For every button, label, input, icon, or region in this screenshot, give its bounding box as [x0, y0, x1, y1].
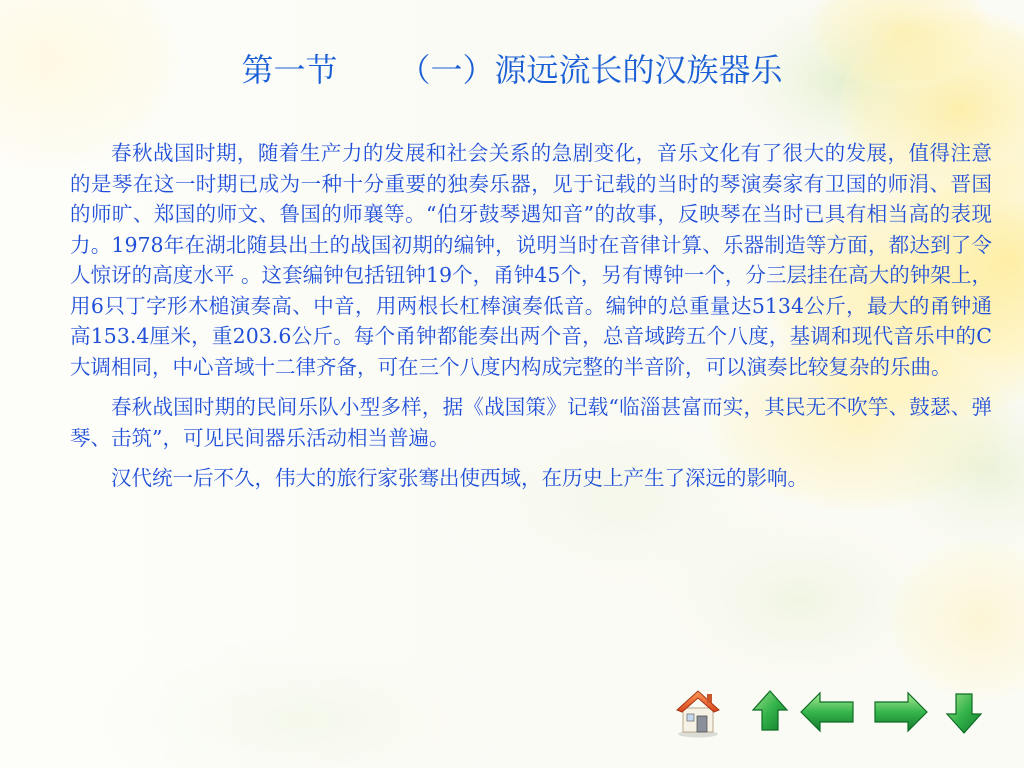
home-button[interactable] — [674, 686, 722, 742]
next-slide-button[interactable] — [872, 690, 930, 738]
slide-body — [70, 138, 992, 504]
previous-slide-button[interactable] — [798, 690, 856, 738]
arrow-left-icon — [798, 690, 856, 734]
slide-navigation-bar — [672, 684, 1002, 746]
paragraph-1: 春秋战国时期，随着生产力的发展和社会关系的急剧变化，音乐文化有了很大的发展，值得注意的是琴在这一时期已成为一种十分重要的独奏乐器，见于记载的当时的琴演奏家有卫国的师涓、晋国的师旷、郑国的师文、鲁国的师襄等。“伯牙鼓琴遇知音”的故事，反映琴在当时已具有相当高的表现力。1978年在湖北随县出土的战国初期的编钟，说明当时在音律计算、乐器制造等方面，都达到了令人惊讶的高度水平 。这套编钟包括钮钟19个，甬钟45个，另有博钟一个，分三层挂在高大的钟架上，用6只丁字形木槌演奏高、中音，用两根长杠棒演奏低音。编钟的总重量达5134公斤，最大的甬钟通高153.4厘米，重203.6公斤。每个甬钟都能奏出两个音，总音域跨五个八度，基调和现代音乐中的C大调相同，中心音域十二律齐备，可在三个八度内构成完整的半音阶，可以演奏比较复杂的乐曲。 — [70, 141, 992, 379]
arrow-down-icon — [944, 688, 984, 736]
house-icon — [674, 686, 722, 738]
arrow-up-icon — [750, 688, 790, 736]
first-slide-button[interactable] — [750, 688, 790, 740]
last-slide-button[interactable] — [944, 688, 984, 740]
arrow-right-icon — [872, 690, 930, 734]
paragraph-2: 春秋战国时期的民间乐队小型多样，据《战国策》记载“临淄甚富而实，其民无不吹竽、鼓瑟、弹琴、击筑”，可见民间器乐活动相当普遍。 — [70, 395, 992, 450]
slide-title: 第一节 （一）源远流长的汉族器乐 — [241, 51, 783, 89]
paragraph-3: 汉代统一后不久，伟大的旅行家张骞出使西域，在历史上产生了深远的影响。 — [111, 466, 808, 490]
